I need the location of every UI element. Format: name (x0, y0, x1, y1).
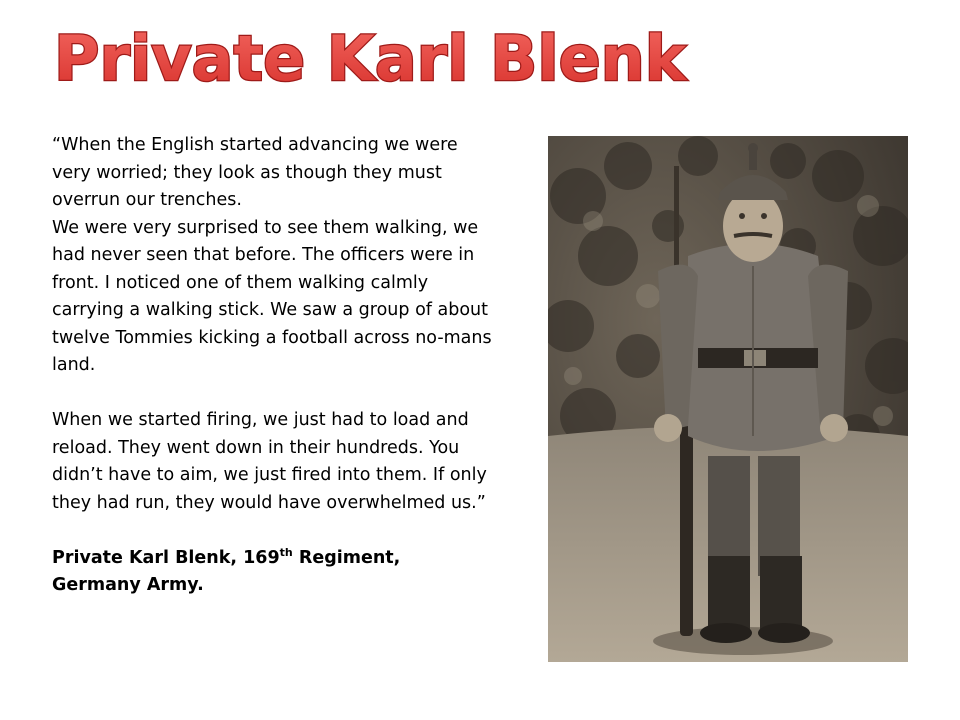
attribution-line-2: Germany Army. (52, 575, 204, 595)
slide-title-text: Private Karl Blenk (54, 22, 687, 95)
soldier-tunic (654, 244, 848, 452)
quote-paragraph-1: “When the English started advancing we were very worried; they look as though they must overrun our trenches. (52, 135, 458, 210)
attribution-ordinal-suffix: th (279, 545, 293, 559)
attribution-line-1 (52, 545, 492, 573)
attribution-regiment: Regiment, (292, 547, 401, 568)
quote-paragraph-3: When we started firing, we just had to load and reload. They went down in their hundreds. You didn’t have to aim, we just fired into them. If only they had run, they would have overwhelmed us.” (52, 410, 487, 513)
paragraph-spacer (52, 380, 492, 408)
attribution-name: Private Karl Blenk, 169 (52, 547, 280, 568)
slide-title (52, 14, 687, 104)
soldier-photo-illustration (548, 136, 908, 662)
paragraph-spacer (52, 517, 492, 545)
soldier-photograph (548, 136, 908, 662)
quote-paragraph-2: We were very surprised to see them walking, we had never seen that before. The officers were in front. I noticed one of them walking calmly carrying a walking stick. We saw a group of about twelve Tommies kicking a football across no-mans land. (52, 217, 492, 375)
quote-text-block (52, 132, 492, 600)
